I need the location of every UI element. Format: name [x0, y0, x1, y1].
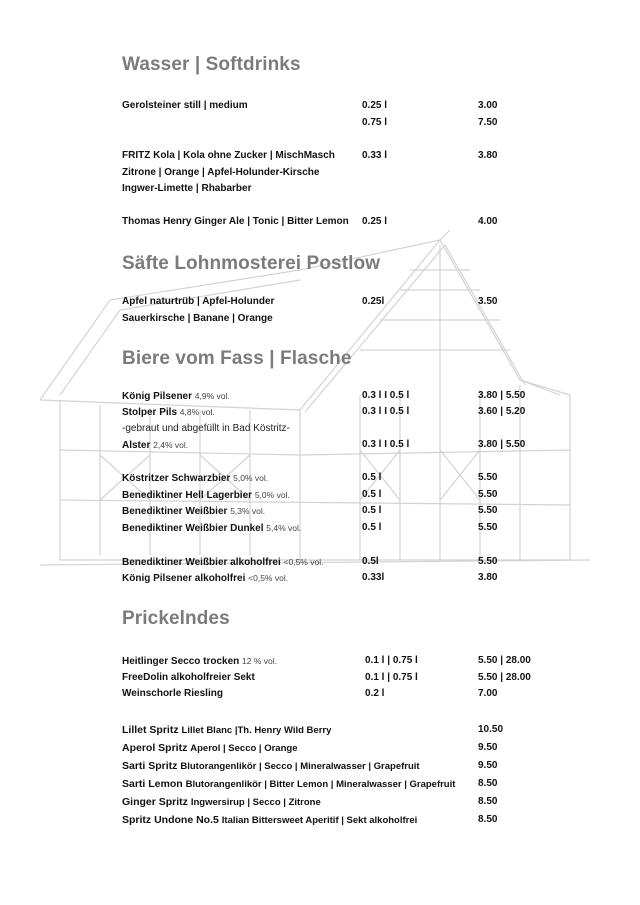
spritz-ingredients: Aperol | Secco | Orange — [190, 743, 298, 754]
spritz-item — [122, 758, 542, 774]
item-name: Apfel naturtrüb | Apfel-Holunder — [122, 296, 275, 307]
spritz-name: Aperol Spritz — [122, 742, 188, 754]
item-size: 0.5 l — [362, 472, 382, 483]
item-price: 3.50 — [478, 296, 498, 307]
item-price: 5.50 — [478, 505, 498, 516]
menu-item — [122, 503, 542, 519]
item-name: König Pilsener alkoholfrei — [122, 573, 246, 584]
item-price: 5.50 | 28.00 — [478, 672, 531, 683]
item-abv: 5,4% vol. — [266, 523, 302, 533]
item-size: 0.5 l — [362, 522, 382, 533]
item-size: 0.25 l — [362, 100, 388, 111]
spritz-name: Sarti Spritz — [122, 760, 178, 772]
item-size: 0.33 l — [362, 150, 388, 161]
item-name: Köstritzer Schwarzbier — [122, 473, 231, 484]
menu-item — [122, 570, 542, 586]
item-price: 8.50 — [478, 796, 498, 807]
spritz-item — [122, 812, 542, 828]
item-size: 0.5 l — [362, 489, 382, 500]
item-price: 8.50 — [478, 814, 498, 825]
item-size: 0.2 l — [365, 688, 385, 699]
item-name: Weinschorle Riesling — [122, 688, 223, 699]
spritz-item — [122, 722, 542, 738]
spritz-ingredients: Italian Bittersweet Aperitif | Sekt alkoholfrei — [221, 815, 418, 826]
item-abv: 5,0% vol. — [233, 473, 269, 483]
menu-item-continued — [122, 311, 542, 327]
menu-item-continued — [122, 165, 542, 181]
item-price: 3.80 — [478, 572, 498, 583]
menu-item — [122, 98, 542, 114]
menu-item — [122, 388, 542, 404]
item-price: 3.80 | 5.50 — [478, 390, 526, 401]
item-name: Stolper Pils — [122, 407, 178, 418]
item-price: 7.00 — [478, 688, 498, 699]
item-size: 0.1 l | 0.75 l — [365, 672, 418, 683]
item-name: FRITZ Kola | Kola ohne Zucker | MischMasch — [122, 150, 335, 161]
item-price: 3.00 — [478, 100, 498, 111]
menu-item — [122, 115, 542, 131]
item-price: 3.80 — [478, 150, 498, 161]
item-name: König Pilsener — [122, 391, 193, 402]
item-price: 5.50 — [478, 489, 498, 500]
spritz-ingredients: Blutorangenlikör | Secco | Mineralwasser | Grapefruit — [180, 761, 420, 772]
item-size: 0.75 l — [362, 117, 388, 128]
menu-item — [122, 437, 542, 453]
item-price: 9.50 — [478, 742, 498, 753]
item-price: 5.50 — [478, 522, 498, 533]
item-size: 0.1 l | 0.75 l — [365, 655, 418, 666]
item-name: Benediktiner Weißbier Dunkel — [122, 523, 264, 534]
spritz-item — [122, 794, 542, 810]
item-size: 0.25 l — [362, 216, 388, 227]
item-size: 0.25l — [362, 296, 385, 307]
menu-item-note — [122, 421, 542, 437]
item-price: 5.50 — [478, 472, 498, 483]
menu-item — [122, 470, 542, 486]
item-price: 3.60 | 5.20 — [478, 406, 526, 417]
item-price: 5.50 | 28.00 — [478, 655, 531, 666]
item-price: 4.00 — [478, 216, 498, 227]
item-size: 0.3 l I 0.5 l — [362, 390, 410, 401]
item-name: Heitlinger Secco trocken — [122, 656, 240, 667]
item-price: 7.50 — [478, 117, 498, 128]
spritz-name: Ginger Spritz — [122, 796, 188, 808]
spritz-ingredients: Blutorangenlikör | Bitter Lemon | Mineralwasser | Grapefruit — [185, 779, 456, 790]
item-price: 3.80 | 5.50 — [478, 439, 526, 450]
item-size: 0.33l — [362, 572, 385, 583]
item-name: Benediktiner Hell Lagerbier — [122, 490, 253, 501]
spritz-name: Sarti Lemon — [122, 778, 183, 790]
item-abv: 4,8% vol. — [179, 407, 215, 417]
spritz-ingredients: Ingwersirup | Secco | Zitrone — [190, 797, 321, 808]
item-name: Benediktiner Weißbier alkoholfrei — [122, 557, 281, 568]
item-name: Benediktiner Weißbier — [122, 506, 228, 517]
item-size: 0.5 l — [362, 505, 382, 516]
item-price: 10.50 — [478, 724, 504, 735]
item-abv: <0,5% vol. — [248, 573, 289, 583]
menu-item — [122, 404, 542, 420]
section-title-biere: Biere vom Fass | Flasche — [122, 348, 352, 369]
menu-item — [122, 670, 542, 686]
item-name: Gerolsteiner still | medium — [122, 100, 248, 111]
menu-item — [122, 214, 542, 230]
item-price: 9.50 — [478, 760, 498, 771]
menu-item — [122, 148, 542, 164]
item-name: Zitrone | Orange | Apfel-Holunder-Kirsche — [122, 167, 320, 178]
spritz-ingredients: Lillet Blanc |Th. Henry Wild Berry — [181, 725, 332, 736]
item-abv: 5,0% vol. — [254, 490, 290, 500]
section-title-saefte: Säfte Lohnmosterei Postlow — [122, 253, 381, 274]
spritz-name: Lillet Spritz — [122, 724, 179, 736]
menu-item — [122, 686, 542, 702]
item-abv: 2,4% vol. — [153, 440, 189, 450]
menu-item — [122, 294, 542, 310]
menu-item — [122, 520, 542, 536]
menu-item — [122, 554, 542, 570]
item-abv: 5,3% vol. — [230, 506, 266, 516]
item-abv: 4,9% vol. — [194, 391, 230, 401]
spritz-name: Spritz Undone No.5 — [122, 814, 219, 826]
item-abv: <0,5% vol. — [283, 557, 324, 567]
item-name: Ingwer-Limette | Rhabarber — [122, 183, 252, 194]
item-name: FreeDolin alkoholfreier Sekt — [122, 672, 255, 683]
menu-item-continued — [122, 181, 542, 197]
menu-item — [122, 487, 542, 503]
item-price: 5.50 — [478, 556, 498, 567]
item-abv: 12 % vol. — [242, 656, 278, 666]
item-name: Alster — [122, 440, 151, 451]
brewery-note: -gebraut und abgefüllt in Bad Köstritz- — [122, 423, 290, 434]
spritz-item — [122, 740, 542, 756]
item-size: 0.3 l I 0.5 l — [362, 406, 410, 417]
item-name: Sauerkirsche | Banane | Orange — [122, 313, 273, 324]
item-name: Thomas Henry Ginger Ale | Tonic | Bitter Lemon — [122, 216, 349, 227]
item-price: 8.50 — [478, 778, 498, 789]
section-title-wasser: Wasser | Softdrinks — [122, 54, 301, 75]
item-size: 0.5l — [362, 556, 379, 567]
spritz-item — [122, 776, 542, 792]
section-title-prickelndes: Prickelndes — [122, 608, 230, 629]
menu-item — [122, 653, 542, 669]
item-size: 0.3 l I 0.5 l — [362, 439, 410, 450]
